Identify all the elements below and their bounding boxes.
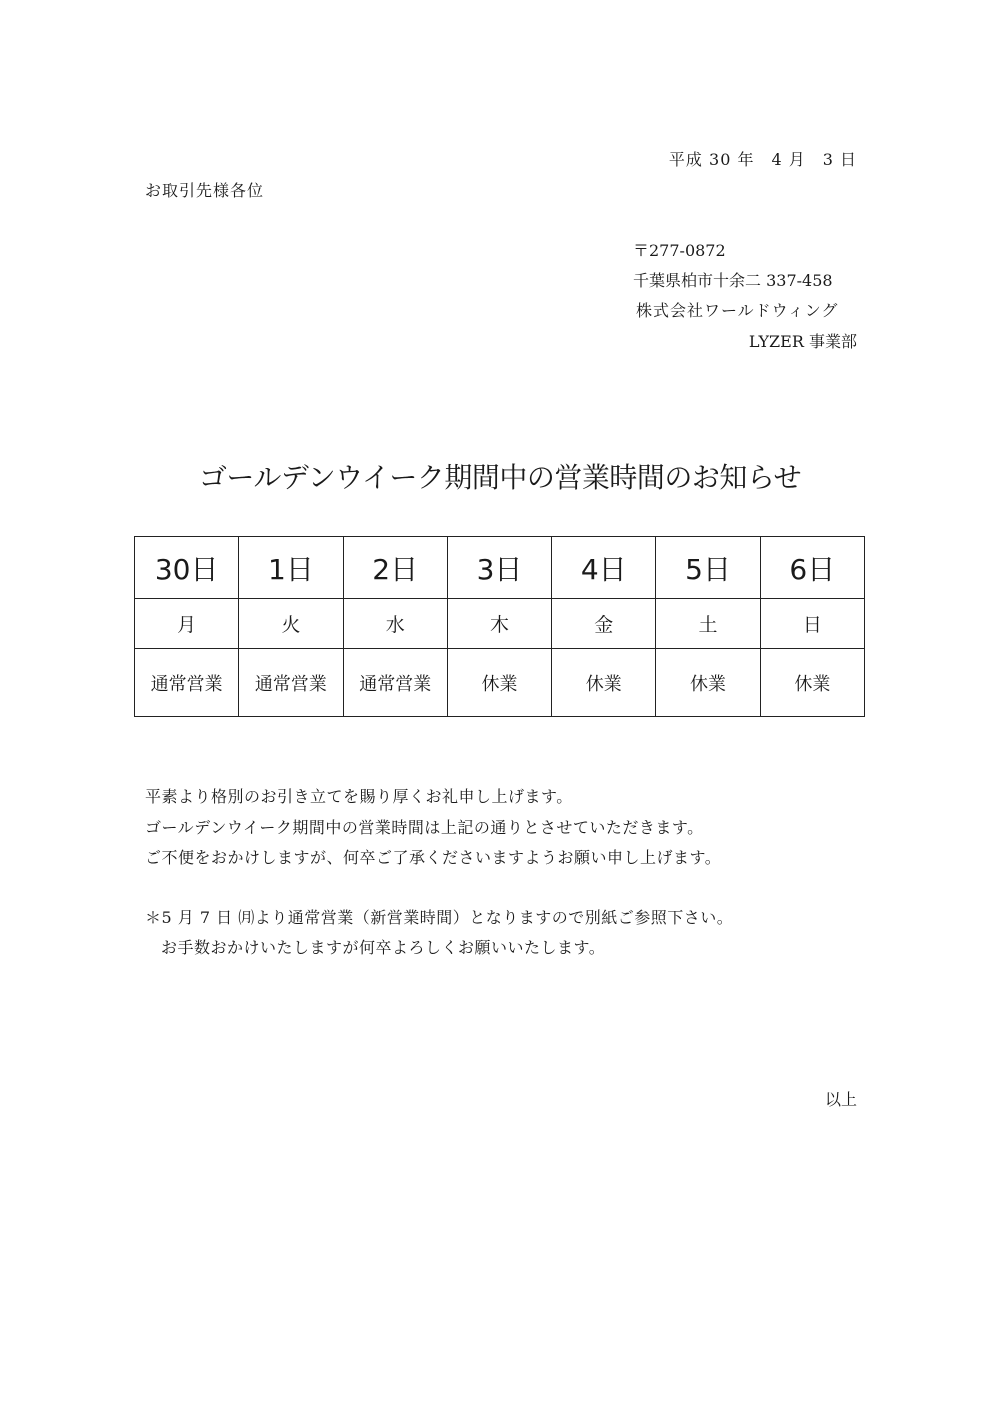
weekday-cell: 金 (552, 599, 656, 649)
notice-title: ゴールデンウイーク期間中の営業時間のお知らせ (198, 461, 802, 494)
status-cell: 休業 (552, 649, 656, 717)
status-cell: 通常営業 (343, 649, 447, 717)
weekday-cell: 月 (135, 599, 239, 649)
body-paragraph: 平素より格別のお引き立てを賜り厚くお礼申し上げます。 (145, 787, 573, 806)
weekday-cell: 水 (343, 599, 447, 649)
body-paragraph: ご不便をおかけしますが、何卒ご了承くださいますようお願い申し上げます。 (145, 848, 722, 867)
status-row (135, 649, 865, 717)
note-line: ＊5 月 7 日 ㈪より通常営業（新営業時間）となりますので別紙ご参照下さい。 (145, 908, 734, 927)
date-row (135, 537, 865, 599)
status-cell: 通常営業 (135, 649, 239, 717)
weekday-cell: 日 (760, 599, 864, 649)
date-cell: 1日 (239, 537, 343, 599)
date-cell: 5日 (656, 537, 760, 599)
business-hours-table (134, 536, 865, 717)
weekday-cell: 土 (656, 599, 760, 649)
date-cell: 2日 (343, 537, 447, 599)
body-paragraph: ゴールデンウイーク期間中の営業時間は上記の通りとさせていただきます。 (145, 818, 704, 837)
note-line: お手数おかけいたしますが何卒よろしくお願いいたします。 (161, 938, 606, 957)
date-cell: 30日 (135, 537, 239, 599)
weekday-cell: 火 (239, 599, 343, 649)
date-cell: 3日 (447, 537, 551, 599)
closing-word: 以上 (824, 1090, 857, 1109)
recipient-line: お取引先様各位 (145, 181, 265, 200)
weekday-cell: 木 (447, 599, 551, 649)
status-cell: 通常営業 (239, 649, 343, 717)
status-cell: 休業 (656, 649, 760, 717)
sender-address: 千葉県柏市十余二 337-458 (633, 271, 833, 290)
document-date: 平成 30 年 4 月 3 日 (668, 150, 857, 169)
sender-company: 株式会社ワールドウィング (636, 301, 839, 320)
sender-postal-code: 〒277-0872 (633, 241, 726, 260)
status-cell: 休業 (760, 649, 864, 717)
date-cell: 4日 (552, 537, 656, 599)
sender-department: LYZER 事業部 (748, 332, 857, 351)
date-cell: 6日 (760, 537, 864, 599)
status-cell: 休業 (447, 649, 551, 717)
weekday-row (135, 599, 865, 649)
